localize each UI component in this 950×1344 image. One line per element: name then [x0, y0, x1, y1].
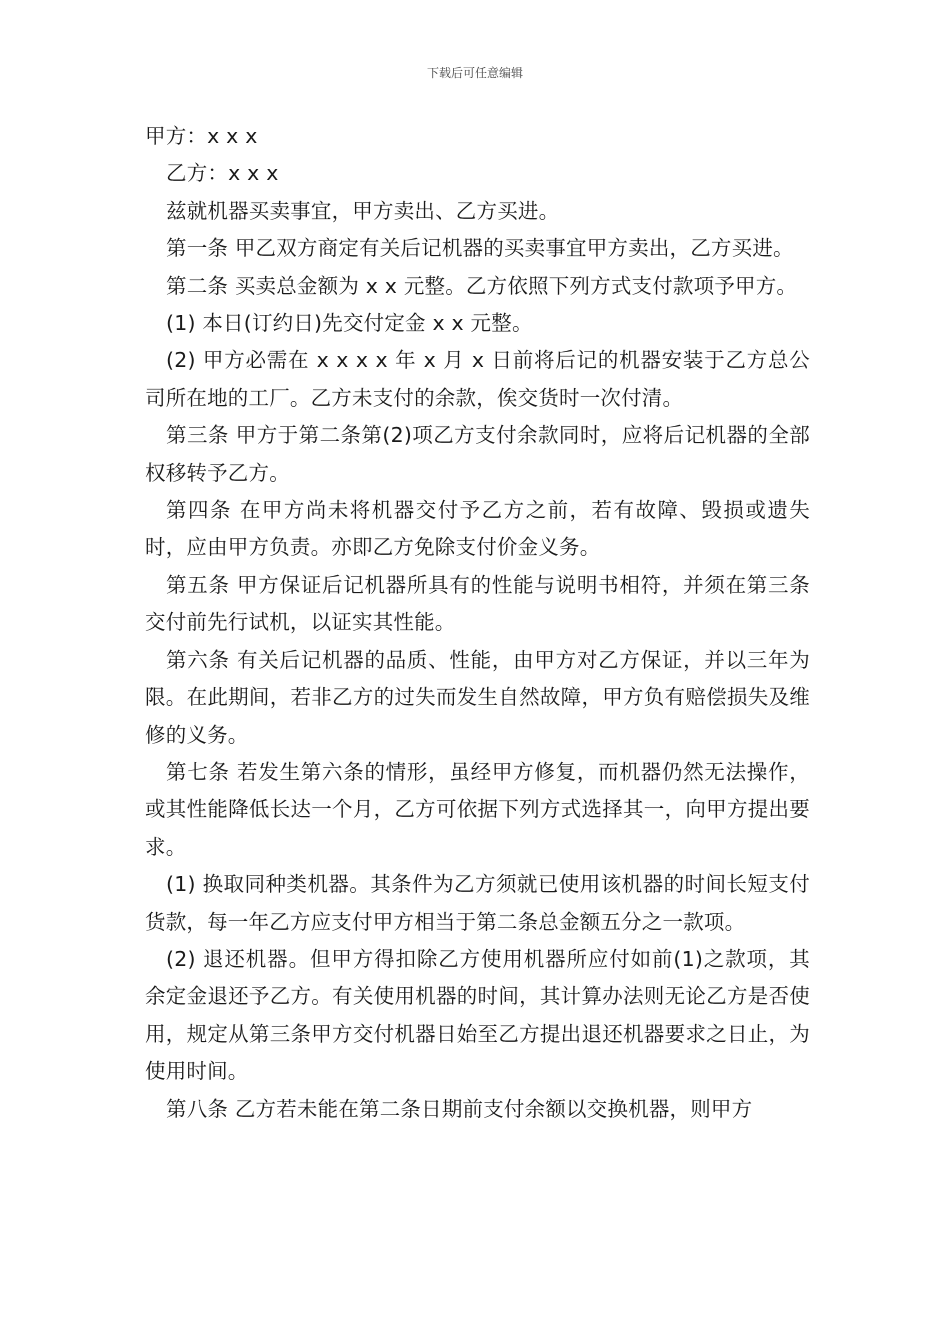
article-2: 第二条 买卖总金额为 x x 元整。乙方依照下列方式支付款项予甲方。: [166, 273, 798, 298]
party-a-line: 甲方：x x x: [145, 124, 258, 148]
article-7: 第七条 若发生第六条的情形，虽经甲方修复，而机器仍然无法操作，或其性能降低长达一个月，乙方可依据下列方式选择其一，向甲方提出要求。: [145, 759, 810, 859]
article-7-item-1: (1) 换取同种类机器。其条件为乙方须就已使用该机器的时间长短支付货款，每一年乙方应支付甲方相当于第二条总金额五分之一款项。: [145, 872, 810, 934]
article-7-item-2: (2) 退还机器。但甲方得扣除乙方使用机器所应付如前(1)之款项，其余定金退还予乙方。有关使用机器的时间，其计算办法则无论乙方是否使用，规定从第三条甲方交付机器日始至乙方提出退还机器要求之日止，为使用时间。: [145, 946, 810, 1084]
article-3: 第三条 甲方于第二条第(2)项乙方支付余款同时，应将后记机器的全部权移转予乙方。: [145, 423, 810, 485]
article-6: 第六条 有关后记机器的品质、性能，由甲方对乙方保证，并以三年为限。在此期间，若非乙方的过失而发生自然故障，甲方负有赔偿损失及维修的义务。: [145, 647, 810, 747]
document-body: [145, 118, 810, 1128]
preamble: 兹就机器买卖事宜，甲方卖出、乙方买进。: [166, 198, 560, 223]
article-1: 第一条 甲乙双方商定有关后记机器的买卖事宜甲方卖出，乙方买进。: [166, 236, 794, 261]
article-5: 第五条 甲方保证后记机器所具有的性能与说明书相符，并须在第三条交付前先行试机，以证实其性能。: [145, 572, 810, 635]
article-2-item-2: (2) 甲方必需在 x x x x 年 x 月 x 日前将后记的机器安装于乙方总公司所在地的工厂。乙方未支付的余款，俟交货时一次付清。: [145, 348, 810, 410]
page-header: 下载后可任意编辑: [426, 66, 523, 80]
article-2-item-1: (1) 本日(订约日)先交付定金 x x 元整。: [166, 311, 533, 336]
article-8: 第八条 乙方若未能在第二条日期前支付余额以交换机器，则甲方: [166, 1096, 753, 1121]
party-b-line: 乙方：x x x: [166, 161, 279, 186]
article-4: 第四条 在甲方尚未将机器交付予乙方之前，若有故障、毁损或遗失时，应由甲方负责。亦即乙方免除支付价金义务。: [145, 498, 810, 560]
